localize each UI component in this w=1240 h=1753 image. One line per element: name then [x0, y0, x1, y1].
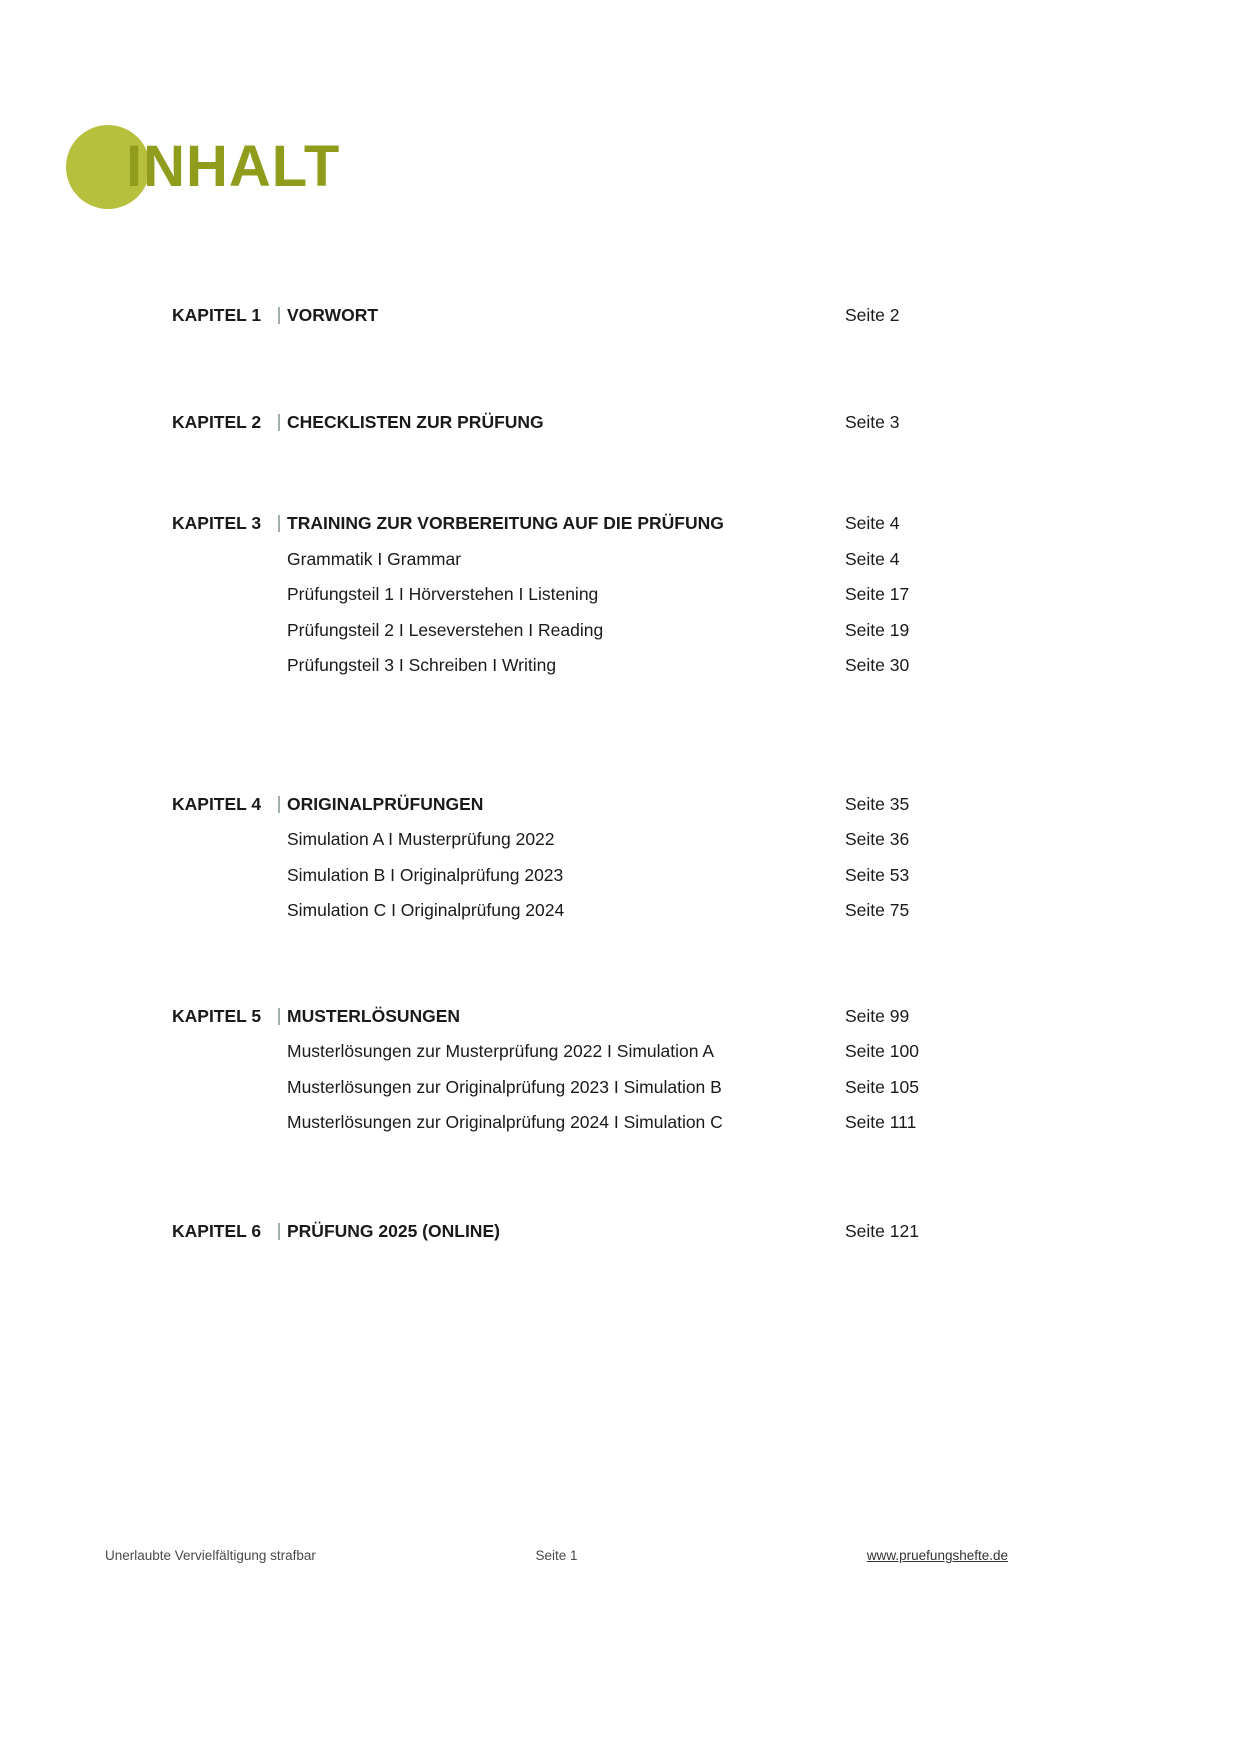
page-title: INHALT: [126, 134, 341, 199]
chapter-title: MUSTERLÖSUNGEN: [287, 1005, 461, 1026]
toc-chapter-row: [172, 787, 1092, 823]
item-title: Musterlösungen zur Musterprüfung 2022 I Simulation A: [287, 1041, 715, 1062]
separator-bar: [278, 1008, 287, 1025]
toc-item-row: [172, 613, 1092, 649]
chapter-label: KAPITEL 1: [172, 305, 262, 326]
separator-bar: [278, 902, 287, 919]
chapter-block: [172, 405, 1092, 441]
item-title: Simulation B I Originalprüfung 2023: [287, 864, 564, 885]
page-number: Seite 36: [845, 829, 910, 850]
toc-item-row: [172, 1105, 1092, 1141]
chapter-label: KAPITEL 2: [172, 411, 262, 432]
item-title: Prüfungsteil 3 I Schreiben I Writing: [287, 655, 557, 676]
footer-page-number: Seite 1: [535, 1548, 578, 1563]
item-title: Musterlösungen zur Originalprüfung 2023 I Simulation B: [287, 1076, 722, 1097]
page-number: Seite 75: [845, 900, 910, 921]
toc-item-row: [172, 893, 1092, 929]
chapter-title: CHECKLISTEN ZUR PRÜFUNG: [287, 411, 544, 432]
toc-item-row: [172, 542, 1092, 578]
page-number: Seite 4: [845, 548, 900, 569]
chapter-title: PRÜFUNG 2025 (ONLINE): [287, 1220, 500, 1241]
toc-chapter-row: [172, 999, 1092, 1035]
item-title: Simulation A I Musterprüfung 2022: [287, 829, 555, 850]
chapter-label: KAPITEL 4: [172, 793, 262, 814]
separator-bar: [278, 1114, 287, 1131]
separator-bar: [278, 831, 287, 848]
page-number: Seite 35: [845, 793, 910, 814]
toc-item-row: [172, 648, 1092, 684]
page-number: Seite 121: [845, 1220, 919, 1241]
separator-bar: [278, 622, 287, 639]
toc-chapter-row: [172, 1214, 1092, 1250]
toc-item-row: [172, 1070, 1092, 1106]
chapter-label: KAPITEL 3: [172, 513, 262, 534]
toc-item-row: [172, 577, 1092, 613]
toc-item-row: [172, 822, 1092, 858]
chapter-block: [172, 999, 1092, 1141]
separator-bar: [278, 1223, 287, 1240]
page-number: Seite 30: [845, 655, 910, 676]
toc-chapter-row: [172, 506, 1092, 542]
chapter-block: [172, 298, 1092, 334]
chapter-title: ORIGINALPRÜFUNGEN: [287, 793, 484, 814]
separator-bar: [278, 307, 287, 324]
separator-bar: [278, 796, 287, 813]
chapter-block: [172, 787, 1092, 929]
item-title: Simulation C I Originalprüfung 2024: [287, 900, 565, 921]
separator-bar: [278, 657, 287, 674]
separator-bar: [278, 515, 287, 532]
separator-bar: [278, 867, 287, 884]
toc-item-row: [172, 1034, 1092, 1070]
page-number: Seite 19: [845, 619, 910, 640]
chapter-label: KAPITEL 6: [172, 1220, 262, 1241]
footer-copyright: Unerlaubte Vervielfältigung strafbar: [105, 1548, 316, 1563]
item-title: Musterlösungen zur Originalprüfung 2024 I Simulation C: [287, 1112, 723, 1133]
page-number: Seite 105: [845, 1076, 919, 1097]
page-number: Seite 2: [845, 305, 900, 326]
toc: [172, 298, 1092, 1249]
item-title: Grammatik I Grammar: [287, 548, 462, 569]
page-number: Seite 3: [845, 411, 900, 432]
separator-bar: [278, 586, 287, 603]
chapter-label: KAPITEL 5: [172, 1005, 262, 1026]
page-footer: [105, 1548, 1008, 1568]
chapter-title: VORWORT: [287, 305, 379, 326]
page-number: Seite 99: [845, 1005, 910, 1026]
separator-bar: [278, 551, 287, 568]
page-number: Seite 53: [845, 864, 910, 885]
page-number: Seite 4: [845, 513, 900, 534]
page-number: Seite 100: [845, 1041, 919, 1062]
chapter-block: [172, 1214, 1092, 1250]
toc-chapter-row: [172, 405, 1092, 441]
toc-chapter-row: [172, 298, 1092, 334]
separator-bar: [278, 414, 287, 431]
item-title: Prüfungsteil 1 I Hörverstehen I Listening: [287, 584, 599, 605]
chapter-title: TRAINING ZUR VORBEREITUNG AUF DIE PRÜFUNG: [287, 513, 724, 534]
separator-bar: [278, 1043, 287, 1060]
page-number: Seite 17: [845, 584, 910, 605]
page-header: [66, 125, 340, 209]
item-title: Prüfungsteil 2 I Leseverstehen I Reading: [287, 619, 604, 640]
separator-bar: [278, 1079, 287, 1096]
chapter-block: [172, 506, 1092, 684]
footer-website-link[interactable]: www.pruefungshefte.de: [866, 1548, 1008, 1563]
page-number: Seite 111: [845, 1112, 917, 1133]
toc-item-row: [172, 858, 1092, 894]
